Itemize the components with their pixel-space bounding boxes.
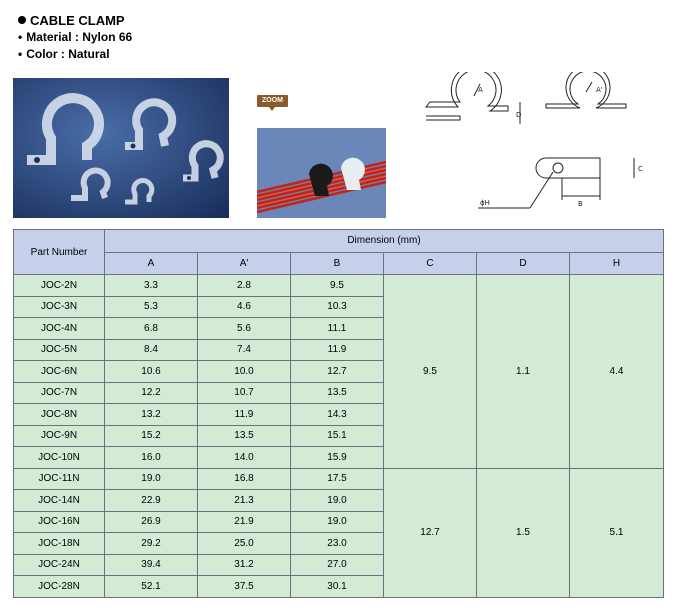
part-number-cell: JOC-2N <box>14 275 105 297</box>
cell-a: 22.9 <box>105 490 198 512</box>
material-line: • Material : Nylon 66 <box>18 30 133 44</box>
cell-a: 13.2 <box>105 404 198 426</box>
cell-a: 3.3 <box>105 275 198 297</box>
part-number-header: Part Number <box>14 230 105 275</box>
cell-a-prime: 25.0 <box>198 533 291 555</box>
label-c: C <box>638 165 643 173</box>
cell-b: 27.0 <box>291 554 384 576</box>
cell-d: 1.5 <box>477 468 570 597</box>
cell-a: 8.4 <box>105 339 198 361</box>
cell-a: 5.3 <box>105 296 198 318</box>
cell-c: 9.5 <box>384 275 477 469</box>
cell-a-prime: 21.9 <box>198 511 291 533</box>
cell-b: 9.5 <box>291 275 384 297</box>
part-number-cell: JOC-4N <box>14 318 105 340</box>
cell-a-prime: 13.5 <box>198 425 291 447</box>
cell-a-prime: 31.2 <box>198 554 291 576</box>
dimension-table <box>13 229 664 598</box>
col-header-b: B <box>291 252 384 275</box>
cell-a-prime: 11.9 <box>198 404 291 426</box>
cell-a-prime: 2.8 <box>198 275 291 297</box>
col-header-h: H <box>570 252 664 275</box>
cell-a: 26.9 <box>105 511 198 533</box>
cell-b: 15.1 <box>291 425 384 447</box>
part-number-cell: JOC-6N <box>14 361 105 383</box>
part-number-cell: JOC-24N <box>14 554 105 576</box>
part-number-cell: JOC-18N <box>14 533 105 555</box>
cell-h: 4.4 <box>570 275 664 469</box>
col-header-d: D <box>477 252 570 275</box>
label-a: A <box>478 86 483 94</box>
table-row <box>14 468 664 490</box>
product-photo <box>13 78 229 218</box>
cell-h: 5.1 <box>570 468 664 597</box>
cell-b: 14.3 <box>291 404 384 426</box>
cell-b: 19.0 <box>291 490 384 512</box>
col-header-a: A <box>105 252 198 275</box>
technical-drawing <box>420 72 656 222</box>
cell-a: 39.4 <box>105 554 198 576</box>
cell-d: 1.1 <box>477 275 570 469</box>
product-title: CABLE CLAMP <box>18 12 132 29</box>
col-header-c: C <box>384 252 477 275</box>
cell-a: 15.2 <box>105 425 198 447</box>
cell-a-prime: 10.7 <box>198 382 291 404</box>
zoom-photo <box>257 128 386 218</box>
cell-b: 15.9 <box>291 447 384 469</box>
cell-a: 29.2 <box>105 533 198 555</box>
cell-a-prime: 5.6 <box>198 318 291 340</box>
table-row <box>14 275 664 297</box>
cell-b: 11.9 <box>291 339 384 361</box>
part-number-cell: JOC-9N <box>14 425 105 447</box>
cell-a: 6.8 <box>105 318 198 340</box>
part-number-cell: JOC-5N <box>14 339 105 361</box>
part-number-cell: JOC-11N <box>14 468 105 490</box>
cell-b: 12.7 <box>291 361 384 383</box>
cell-a: 16.0 <box>105 447 198 469</box>
part-number-cell: JOC-14N <box>14 490 105 512</box>
color-line: • Color : Natural <box>18 47 110 61</box>
cell-b: 30.1 <box>291 576 384 598</box>
cell-b: 23.0 <box>291 533 384 555</box>
cell-b: 17.5 <box>291 468 384 490</box>
part-number-cell: JOC-7N <box>14 382 105 404</box>
part-number-cell: JOC-16N <box>14 511 105 533</box>
cell-a: 19.0 <box>105 468 198 490</box>
bullet-dot-icon <box>18 16 26 24</box>
cell-a-prime: 37.5 <box>198 576 291 598</box>
cell-b: 13.5 <box>291 382 384 404</box>
cell-a-prime: 7.4 <box>198 339 291 361</box>
cell-a: 10.6 <box>105 361 198 383</box>
label-h: ϕH <box>480 199 490 207</box>
cell-a: 12.2 <box>105 382 198 404</box>
cell-c: 12.7 <box>384 468 477 597</box>
label-b: B <box>578 200 583 208</box>
cell-a-prime: 10.0 <box>198 361 291 383</box>
part-number-cell: JOC-3N <box>14 296 105 318</box>
product-header <box>18 12 132 63</box>
cell-a-prime: 21.3 <box>198 490 291 512</box>
part-number-cell: JOC-8N <box>14 404 105 426</box>
cell-a: 52.1 <box>105 576 198 598</box>
cell-a-prime: 16.8 <box>198 468 291 490</box>
cell-b: 11.1 <box>291 318 384 340</box>
col-header-a-prime: A' <box>198 252 291 275</box>
zoom-badge[interactable]: ZOOM <box>257 95 288 107</box>
label-d: D <box>516 111 522 119</box>
cell-b: 10.3 <box>291 296 384 318</box>
dimension-header: Dimension (mm) <box>105 230 664 253</box>
part-number-cell: JOC-10N <box>14 447 105 469</box>
label-a-prime: A' <box>596 86 603 94</box>
cell-a-prime: 4.6 <box>198 296 291 318</box>
cell-a-prime: 14.0 <box>198 447 291 469</box>
cell-b: 19.0 <box>291 511 384 533</box>
part-number-cell: JOC-28N <box>14 576 105 598</box>
